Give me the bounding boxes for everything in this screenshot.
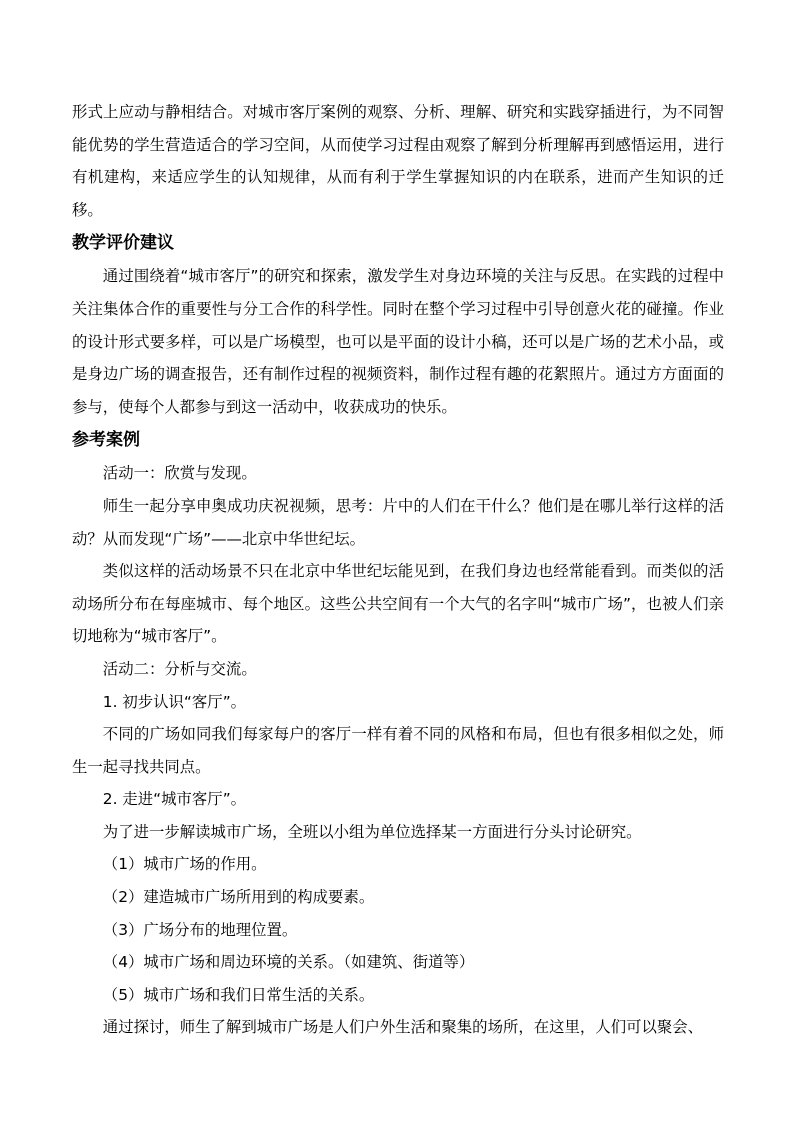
activity1-title: 活动一：欣赏与发现。 [102, 464, 257, 483]
activity2-title: 活动二：分析与交流。 [102, 659, 257, 678]
topic-item: （2）建造城市广场所用到的构成要素。 [102, 888, 375, 907]
section-heading-cases: 参考案例 [72, 430, 140, 451]
activity1-paragraph-2: 类似这样的活动场景不只在北京中华世纪坛能见到，在我们身边也经常能看到。而类似的活动场所分布在每座城市、每个地区。这些公共空间有一个大气的名字叫“城市广场”，也被人们亲切地称为“城市客厅”。 [72, 562, 724, 646]
topic-item: （1）城市广场的作用。 [102, 855, 267, 874]
topic-item: （4）城市广场和周边环境的关系。（如建筑、街道等） [102, 953, 475, 972]
conclusion-paragraph: 通过探讨，师生了解到城市广场是人们户外生活和聚集的场所，在这里，人们可以聚会、 [102, 1018, 704, 1037]
evaluation-paragraph: 通过围绕着“城市客厅”的研究和探索，激发学生对身边环境的关注与反思。在实践的过程中关注集体合作的重要性与分工合作的科学性。同时在整个学习过程中引导创意火花的碰撞。作业的设计形式要多样，可以是广场模型，也可以是平面的设计小稿，还可以是广场的艺术小品，或是身边广场的调查报告，还有制作过程的视频资料，制作过程有趣的花絮照片。通过方方面面的参与，使每个人都参与到这一活动中，收获成功的快乐。 [72, 267, 724, 416]
step1-paragraph: 不同的广场如同我们每家每户的客厅一样有着不同的风格和布局，但也有很多相似之处，师生一起寻找共同点。 [72, 725, 724, 776]
intro-paragraph: 形式上应动与静相结合。对城市客厅案例的观察、分析、理解、研究和实践穿插进行，为不同智能优势的学生营造适合的学习空间，从而使学习过程由观察了解到分析理解再到感悟运用，进行有机建构，来适应学生的认知规律，从而有利于学生掌握知识的内在联系，进而产生知识的迁移。 [72, 103, 724, 219]
step2-paragraph: 为了进一步解读城市广场，全班以小组为单位选择某一方面进行分头讨论研究。 [102, 822, 642, 841]
topic-item: （5）城市广场和我们日常生活的关系。 [102, 985, 375, 1004]
document-page [72, 96, 724, 1044]
topic-item: （3）广场分布的地理位置。 [102, 920, 298, 939]
activity1-paragraph-1: 师生一起分享申奥成功庆祝视频，思考：片中的人们在干什么？他们是在哪儿举行这样的活动？从而发现“广场”——北京中华世纪坛。 [72, 496, 724, 548]
step1-title: 1. 初步认识“客厅”。 [102, 692, 247, 711]
step2-title: 2. 走进“城市客厅”。 [102, 790, 247, 809]
section-heading-evaluation: 教学评价建议 [72, 233, 174, 254]
